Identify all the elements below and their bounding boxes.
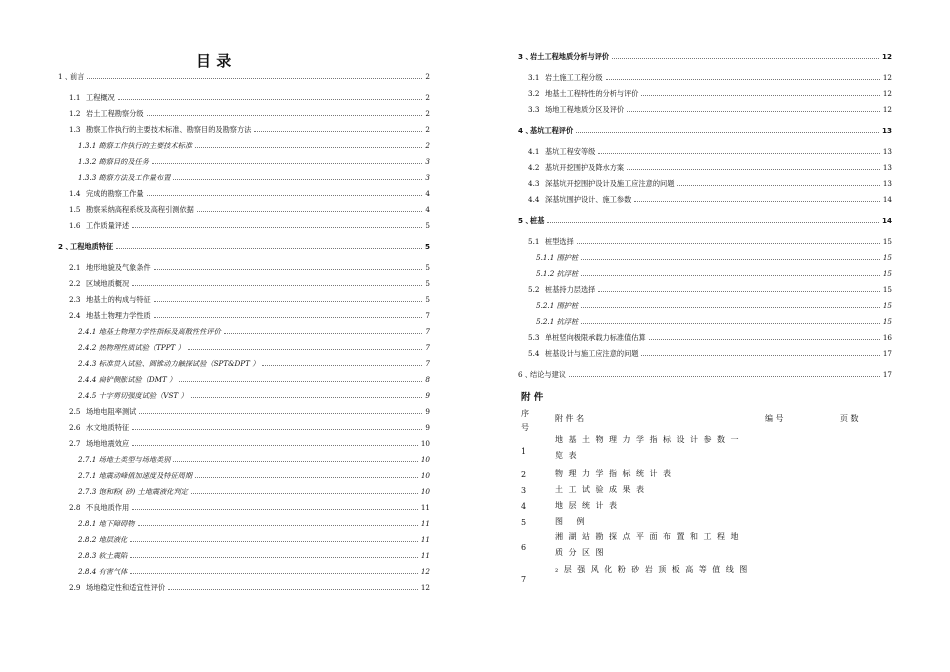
- appendix-row-name[interactable]: 物理力学指标统计表: [555, 469, 677, 478]
- toc-entry-title: 2.8.3 软土震陷: [78, 551, 128, 560]
- toc-dot-leader: [132, 284, 422, 286]
- toc-entry-page: 15: [882, 269, 892, 278]
- toc-entry-title: 前言: [70, 72, 85, 81]
- toc-entry[interactable]: [518, 102, 892, 114]
- toc-dot-leader: [188, 348, 423, 350]
- toc-entry-title: 结论与建议: [530, 370, 566, 379]
- toc-dot-leader: [576, 131, 879, 133]
- toc-entry-page: 12: [882, 105, 892, 114]
- toc-entry-title: 5.2.1 围护桩: [536, 301, 579, 310]
- toc-entry[interactable]: [58, 138, 430, 150]
- toc-entry-number: 2.3: [69, 295, 81, 304]
- toc-dot-leader: [598, 152, 880, 154]
- toc-entry-number: 2.9: [69, 583, 81, 592]
- toc-entry-title: 勘察工作执行的主要技术标准、勘察目的及勘察方法: [86, 125, 252, 134]
- toc-entry[interactable]: [518, 282, 892, 294]
- toc-entry-page: 11: [420, 551, 430, 560]
- appendix-row-name[interactable]: 土工试验成果表: [555, 485, 650, 494]
- toc-entry-number: 5.2: [528, 285, 540, 294]
- toc-entry-title: 场地地震效应: [86, 439, 130, 448]
- toc-entry-title: 水文地质特征: [86, 423, 130, 432]
- toc-entry[interactable]: [518, 346, 892, 358]
- toc-entry-page: 10: [420, 455, 430, 464]
- toc-entry[interactable]: [518, 49, 892, 61]
- toc-entry-page: 13: [882, 163, 892, 172]
- toc-entry-title: 2.7.1 地震动峰值加速度及特征周期: [78, 471, 193, 480]
- toc-entry-page: 7: [425, 343, 430, 352]
- toc-entry-title: 勘察采纳高程系统及高程引测依据: [86, 205, 194, 214]
- toc-entry[interactable]: [58, 516, 430, 528]
- toc-entry-page: 17: [882, 349, 892, 358]
- toc-entry-number: 5 、: [518, 216, 533, 225]
- toc-dot-leader: [132, 428, 422, 430]
- toc-entry-number: 3 、: [518, 52, 533, 61]
- toc-dot-leader: [262, 364, 422, 366]
- toc-dot-leader: [627, 168, 880, 170]
- toc-dot-leader: [139, 412, 422, 414]
- toc-entry-number: 1.2: [69, 109, 81, 118]
- toc-entry-title: 单桩竖向极限承载力标准值估算: [545, 333, 646, 342]
- toc-entry-page: 2: [425, 72, 430, 81]
- toc-entry-page: 15: [882, 237, 892, 246]
- toc-entry-title: 2.4.4 扁铲侧胀试验（DMT ）: [78, 375, 177, 384]
- toc-entry-page: 12: [420, 567, 430, 576]
- toc-entry[interactable]: [58, 106, 430, 118]
- toc-entry-number: 1.5: [69, 205, 81, 214]
- toc-entry-page: 14: [882, 195, 892, 204]
- toc-entry-page: 15: [882, 317, 892, 326]
- toc-dot-leader: [168, 588, 418, 590]
- appendix-header-pages: 页 数: [840, 414, 859, 423]
- appendix-row-name[interactable]: 湘湖站勘探点平面布置和工程地质分区图: [555, 532, 744, 557]
- toc-entry[interactable]: [58, 452, 430, 464]
- toc-dot-leader: [649, 338, 880, 340]
- toc-dot-leader: [612, 57, 879, 59]
- toc-dot-leader: [581, 274, 880, 276]
- toc-dot-leader: [173, 178, 422, 180]
- toc-entry-title: 2.8.4 有害气体: [78, 567, 128, 576]
- toc-entry-title: 工作质量评述: [86, 221, 130, 230]
- toc-entry-page: 15: [882, 253, 892, 262]
- toc-entry[interactable]: [58, 500, 430, 512]
- toc-entry-page: 3: [425, 173, 430, 182]
- toc-entry-page: 17: [882, 370, 892, 379]
- toc-entry[interactable]: [58, 484, 430, 496]
- toc-entry[interactable]: [518, 86, 892, 98]
- toc-entry-title: 2.8.1 地下障碍物: [78, 519, 135, 528]
- toc-entry-title: 区域地质概况: [86, 279, 130, 288]
- appendix-row-name[interactable]: 地层统计表: [555, 501, 623, 510]
- toc-entry-number: 2.5: [69, 407, 81, 416]
- toc-entry-page: 3: [425, 157, 430, 166]
- toc-dot-leader: [581, 322, 880, 324]
- toc-dot-leader: [154, 268, 423, 270]
- toc-entry-title: 工程地质特征: [70, 242, 114, 251]
- toc-entry-page: 2: [425, 109, 430, 118]
- toc-entry[interactable]: [58, 340, 430, 352]
- toc-entry-number: 5.4: [528, 349, 540, 358]
- toc-dot-leader: [130, 572, 418, 574]
- appendix-row-index: 6: [521, 543, 527, 552]
- toc-entry-title: 2.7.3 饱和粉( 砂) 土地震液化判定: [78, 487, 188, 496]
- toc-entry[interactable]: [58, 260, 430, 272]
- toc-entry[interactable]: [58, 218, 430, 230]
- toc-entry-page: 10: [420, 471, 430, 480]
- toc-entry[interactable]: [58, 90, 430, 102]
- toc-entry[interactable]: [58, 308, 430, 320]
- toc-entry-number: 2.1: [69, 263, 81, 272]
- toc-entry-title: 完成的勘察工作量: [86, 189, 144, 198]
- toc-entry-number: 2.8: [69, 503, 81, 512]
- toc-dot-leader: [195, 146, 422, 148]
- toc-dot-leader: [197, 210, 423, 212]
- toc-entry[interactable]: [518, 234, 892, 246]
- toc-entry-title: 5.1.2 抗浮桩: [536, 269, 579, 278]
- toc-dot-leader: [598, 290, 880, 292]
- toc-entry[interactable]: [518, 266, 892, 278]
- toc-entry-title: 深基坑围护设计、施工参数: [545, 195, 632, 204]
- toc-entry-title: 1.3.1 勘察工作执行的主要技术标准: [78, 141, 193, 150]
- toc-entry[interactable]: [58, 372, 430, 384]
- toc-entry-page: 16: [882, 333, 892, 342]
- toc-entry[interactable]: [58, 292, 430, 304]
- toc-dot-leader: [191, 396, 423, 398]
- toc-dot-leader: [179, 380, 422, 382]
- appendix-title: 附 件: [521, 392, 544, 403]
- toc-entry-page: 15: [882, 285, 892, 294]
- toc-entry-page: 13: [881, 126, 892, 135]
- toc-dot-leader: [641, 94, 879, 96]
- toc-dot-leader: [152, 162, 423, 164]
- toc-entry-page: 5: [425, 279, 430, 288]
- toc-entry-page: 9: [425, 407, 430, 416]
- toc-entry-number: 2 、: [58, 242, 73, 251]
- toc-dot-leader: [634, 200, 880, 202]
- toc-entry[interactable]: [58, 388, 430, 400]
- toc-dot-leader: [677, 184, 879, 186]
- toc-dot-leader: [130, 556, 418, 558]
- toc-entry-title: 场地电阻率测试: [86, 407, 137, 416]
- toc-entry-title: 不良地质作用: [86, 503, 130, 512]
- toc-entry[interactable]: [518, 160, 892, 172]
- toc-dot-leader: [154, 316, 423, 318]
- toc-dot-leader: [132, 508, 418, 510]
- toc-entry-number: 1.6: [69, 221, 81, 230]
- toc-entry-page: 2: [425, 125, 430, 134]
- toc-entry[interactable]: [58, 356, 430, 368]
- toc-entry[interactable]: [518, 123, 892, 135]
- toc-entry-page: 12: [881, 52, 892, 61]
- toc-entry[interactable]: [58, 548, 430, 560]
- appendix-header-code: 编 号: [765, 414, 784, 423]
- toc-entry-page: 13: [882, 179, 892, 188]
- toc-dot-leader: [118, 98, 423, 100]
- toc-dot-leader: [132, 226, 422, 228]
- toc-entry[interactable]: [58, 580, 430, 592]
- toc-entry-title: 岩土施工工程分级: [545, 73, 603, 82]
- toc-entry[interactable]: [518, 176, 892, 188]
- toc-entry-page: 4: [425, 189, 430, 198]
- toc-entry-page: 11: [420, 535, 430, 544]
- appendix-row-index: 4: [521, 502, 527, 511]
- toc-entry-page: 10: [420, 487, 430, 496]
- toc-entry-title: 地基土的构成与特征: [86, 295, 151, 304]
- toc-entry-title: 深基坑开挖围护设计及施工应注意的问题: [545, 179, 675, 188]
- toc-entry-page: 5: [425, 295, 430, 304]
- appendix-header-name: 附 件 名: [555, 414, 585, 423]
- toc-entry[interactable]: [58, 170, 430, 182]
- toc-dot-leader: [224, 332, 423, 334]
- toc-entry-page: 11: [420, 503, 430, 512]
- toc-entry[interactable]: [518, 213, 892, 225]
- toc-entry[interactable]: [58, 468, 430, 480]
- toc-entry-page: 5: [425, 263, 430, 272]
- toc-entry-title: 5.1.1 围护桩: [536, 253, 579, 262]
- toc-entry-number: 3.1: [528, 73, 540, 82]
- toc-entry-page: 9: [425, 391, 430, 400]
- toc-entry[interactable]: [58, 276, 430, 288]
- toc-entry-title: 基坑开挖围护及降水方案: [545, 163, 625, 172]
- toc-dot-leader: [547, 221, 879, 223]
- toc-entry-title: 场地工程地质分区及评价: [545, 105, 625, 114]
- toc-entry-title: 基坑工程安等级: [545, 147, 596, 156]
- appendix-row-name[interactable]: 图 例: [555, 517, 591, 526]
- toc-entry[interactable]: [58, 202, 430, 214]
- toc-entry-number: 2.4: [69, 311, 81, 320]
- toc-dot-leader: [87, 77, 422, 79]
- appendix-row-index: 2: [521, 470, 527, 479]
- toc-entry-number: 4.1: [528, 147, 540, 156]
- toc-dot-leader: [569, 375, 880, 377]
- toc-entry[interactable]: [518, 314, 892, 326]
- toc-entry-title: 地基土物理力学性质: [86, 311, 151, 320]
- toc-entry-page: 4: [425, 205, 430, 214]
- toc-entry[interactable]: [58, 122, 430, 134]
- toc-entry-title: 桩型选择: [545, 237, 574, 246]
- toc-entry-page: 15: [882, 301, 892, 310]
- toc-entry-page: 10: [420, 439, 430, 448]
- toc-entry-title: 场地稳定性和适宜性评价: [86, 583, 166, 592]
- toc-entry-title: 桩基持力层选择: [545, 285, 596, 294]
- toc-entry-title: 2.4.2 热物理性质试验（TPPT ）: [78, 343, 185, 352]
- toc-entry[interactable]: [58, 186, 430, 198]
- toc-entry-number: 5.3: [528, 333, 540, 342]
- toc-entry-title: 2.4.3 标准贯入试验、圆锥动力触探试验（SPT&DPT ）: [78, 359, 260, 368]
- toc-entry[interactable]: [58, 69, 430, 81]
- toc-entry-page: 12: [882, 89, 892, 98]
- toc-entry-page: 11: [420, 519, 430, 528]
- toc-entry-number: 4.2: [528, 163, 540, 172]
- toc-entry-title: 2.8.2 地层液化: [78, 535, 128, 544]
- toc-entry-page: 14: [881, 216, 892, 225]
- toc-entry-title: 5.2.1 抗浮桩: [536, 317, 579, 326]
- toc-dot-leader: [154, 300, 423, 302]
- toc-entry-number: 1 、: [58, 72, 73, 81]
- toc-entry[interactable]: [518, 250, 892, 262]
- appendix-row-index: 1: [521, 447, 527, 456]
- toc-entry-page: 7: [425, 359, 430, 368]
- appendix-row-index: 7: [521, 575, 527, 584]
- toc-entry-title: 地基土工程特性的分析与评价: [545, 89, 639, 98]
- toc-dot-leader: [195, 476, 418, 478]
- toc-entry-page: 7: [425, 311, 430, 320]
- toc-entry[interactable]: [58, 404, 430, 416]
- toc-entry-title: 2.4.1 地基土物理力学性指标及离散性性评价: [78, 327, 221, 336]
- toc-dot-leader: [116, 247, 422, 249]
- appendix-row-index: 5: [521, 518, 527, 527]
- toc-dot-leader: [254, 130, 422, 132]
- toc-entry-number: 2.2: [69, 279, 81, 288]
- toc-entry[interactable]: [58, 154, 430, 166]
- toc-entry-title: 桩基: [530, 216, 545, 225]
- toc-dot-leader: [627, 110, 880, 112]
- appendix-row-name[interactable]: 地基土物理力学指标设计参数一览表: [555, 435, 744, 460]
- toc-dot-leader: [191, 492, 418, 494]
- toc-entry-title: 地形地貌及气象条件: [86, 263, 151, 272]
- toc-entry-number: 2.6: [69, 423, 81, 432]
- toc-entry-title: 岩土工程地质分析与评价: [530, 52, 610, 61]
- toc-entry-title: 1.3.3 勘察方法及工作量布置: [78, 173, 171, 182]
- toc-entry-page: 8: [425, 375, 430, 384]
- appendix-row-index: 3: [521, 486, 527, 495]
- toc-entry-page: 2: [425, 141, 430, 150]
- toc-entry[interactable]: [58, 532, 430, 544]
- toc-dot-leader: [130, 540, 418, 542]
- toc-dot-leader: [147, 194, 423, 196]
- toc-entry[interactable]: [518, 70, 892, 82]
- toc-entry[interactable]: [518, 367, 892, 379]
- toc-dot-leader: [577, 242, 880, 244]
- toc-dot-leader: [606, 78, 880, 80]
- toc-entry-number: 1.4: [69, 189, 81, 198]
- toc-title: 目 录: [196, 52, 232, 70]
- appendix-header-index: 序 号: [521, 409, 529, 432]
- toc-entry-page: 12: [882, 73, 892, 82]
- toc-entry[interactable]: [58, 436, 430, 448]
- toc-entry-title: 2.7.1 场地土类型与场地类别: [78, 455, 171, 464]
- toc-entry[interactable]: [58, 420, 430, 432]
- toc-entry-page: 12: [420, 583, 430, 592]
- toc-entry[interactable]: [518, 298, 892, 310]
- toc-entry-page: 5: [425, 221, 430, 230]
- toc-entry-page: 2: [425, 93, 430, 102]
- toc-entry-number: 3.3: [528, 105, 540, 114]
- toc-dot-leader: [132, 444, 418, 446]
- toc-entry[interactable]: [58, 239, 430, 251]
- toc-entry-number: 6 、: [518, 370, 533, 379]
- toc-entry-title: 岩土工程勘察分级: [86, 109, 144, 118]
- toc-entry[interactable]: [58, 564, 430, 576]
- toc-entry-number: 4 、: [518, 126, 533, 135]
- toc-dot-leader: [173, 460, 417, 462]
- toc-entry-number: 3.2: [528, 89, 540, 98]
- toc-entry-title: 工程概况: [86, 93, 115, 102]
- toc-entry-title: 基坑工程评价: [530, 126, 574, 135]
- toc-entry-number: 4.3: [528, 179, 540, 188]
- toc-entry-page: 13: [882, 147, 892, 156]
- toc-dot-leader: [581, 258, 880, 260]
- toc-dot-leader: [147, 114, 423, 116]
- toc-entry-number: 4.4: [528, 195, 540, 204]
- toc-entry-title: 1.3.2 勘察目的及任务: [78, 157, 149, 166]
- toc-entry-page: 7: [425, 327, 430, 336]
- toc-entry-number: 1.3: [69, 125, 81, 134]
- toc-entry-page: 5: [424, 242, 430, 251]
- toc-entry[interactable]: [518, 144, 892, 156]
- toc-entry[interactable]: [518, 330, 892, 342]
- toc-entry[interactable]: [518, 192, 892, 204]
- toc-entry-title: 桩基设计与施工应注意的问题: [545, 349, 639, 358]
- toc-entry-page: 9: [425, 423, 430, 432]
- toc-dot-leader: [581, 306, 880, 308]
- toc-dot-leader: [641, 354, 879, 356]
- appendix-row-name[interactable]: ₂层强风化粉砂岩顶板高等值线图: [555, 565, 753, 574]
- toc-entry[interactable]: [58, 324, 430, 336]
- toc-entry-number: 2.7: [69, 439, 81, 448]
- toc-dot-leader: [138, 524, 418, 526]
- toc-entry-title: 2.4.5 十字剪切强度试验（VST ）: [78, 391, 188, 400]
- toc-entry-number: 5.1: [528, 237, 540, 246]
- toc-entry-number: 1.1: [69, 93, 81, 102]
